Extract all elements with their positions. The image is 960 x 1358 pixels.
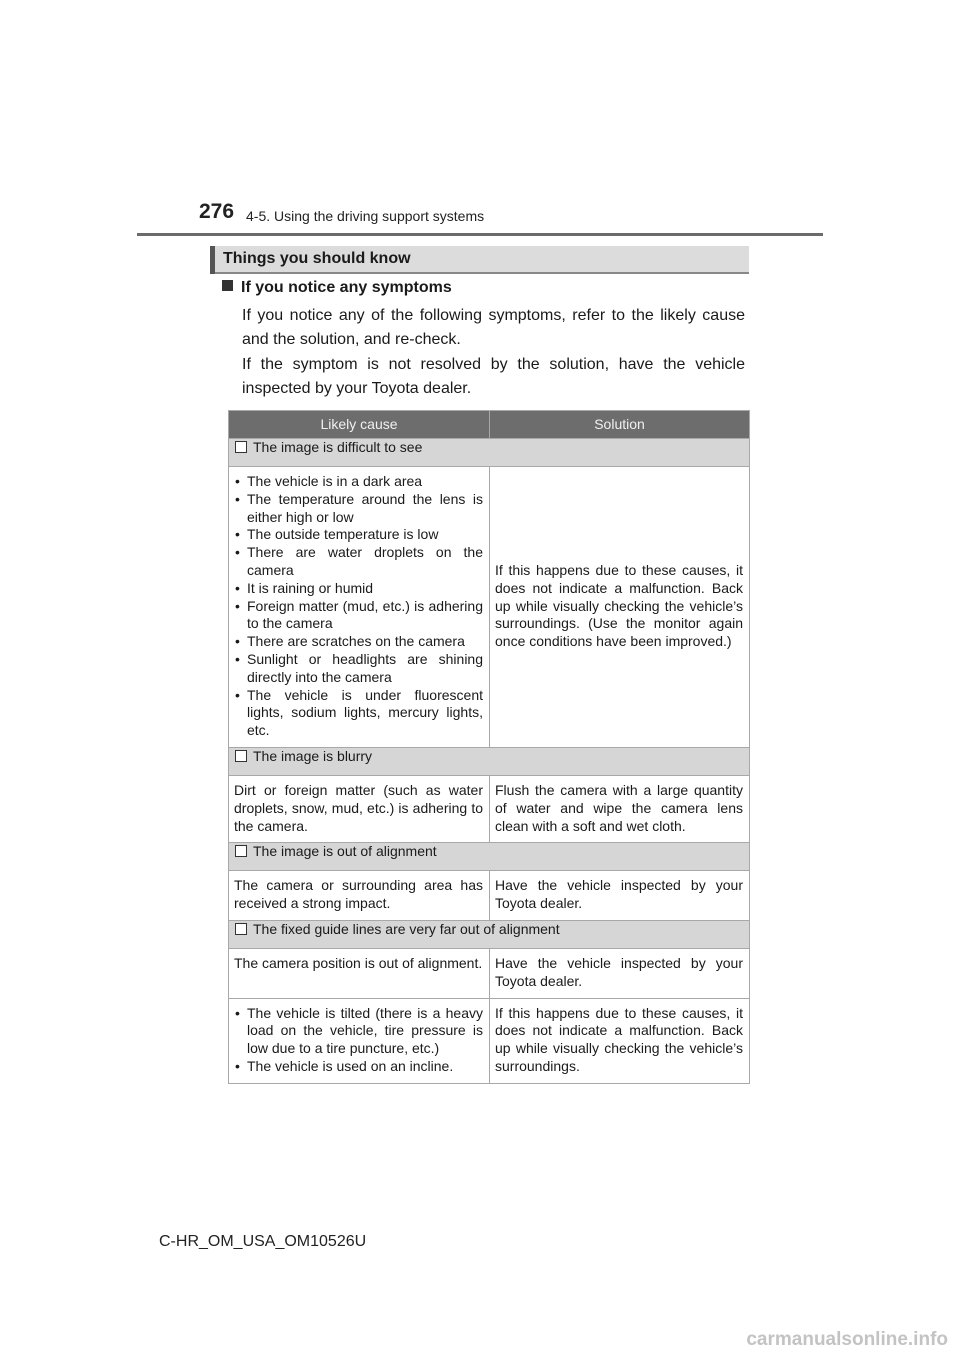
cause-item: • There are water droplets on the camera: [234, 544, 483, 580]
table-row: [229, 948, 750, 998]
square-bullet-icon: [222, 280, 233, 291]
symptom-title: The image is blurry: [253, 747, 373, 764]
things-you-should-know-bar: [210, 246, 749, 274]
symptom-group-row: [229, 439, 750, 467]
solution-cell: Have the vehicle inspected by your Toyota dealer.: [490, 948, 750, 998]
cause-item: • The vehicle is in a dark area: [234, 473, 483, 491]
bar-edge: [210, 246, 215, 274]
things-you-should-know-label: Things you should know: [223, 250, 411, 267]
checkbox-icon: [235, 923, 247, 935]
likely-cause-cell: [229, 467, 490, 748]
likely-cause-cell: The camera or surrounding area has received a strong impact.: [229, 871, 490, 921]
cause-item: • The vehicle is under fluorescent lights, sodium lights, mercury lights, etc.: [234, 687, 483, 740]
intro-paragraph-2: If the symptom is not resolved by the solution, have the vehicle inspected by your Toyota dealer.: [242, 356, 745, 397]
cause-item: • It is raining or humid: [234, 580, 483, 598]
symptoms-heading-text: If you notice any symptoms: [241, 279, 452, 296]
symptom-table: [228, 410, 750, 1084]
cause-item: • The vehicle is used on an incline.: [234, 1058, 483, 1076]
symptom-title: The image is out of alignment: [253, 843, 437, 860]
table-header-row: [229, 411, 750, 439]
symptom-group-title: [229, 747, 750, 775]
solution-cell: Have the vehicle inspected by your Toyota dealer.: [490, 871, 750, 921]
cause-list: [234, 473, 483, 740]
solution-cell: If this happens due to these causes, it does not indicate a malfunction. Back up while visually checking the vehicle’s surroundings. (Use the monitor again once conditions have been improved.): [490, 467, 750, 748]
solution-cell: If this happens due to these causes, it does not indicate a malfunction. Back up while visually checking the vehicle’s surroundings.: [490, 998, 750, 1083]
symptom-group-row: [229, 843, 750, 871]
likely-cause-cell: Dirt or foreign matter (such as water droplets, snow, mud, etc.) is adhering to the camera.: [229, 775, 490, 842]
likely-cause-cell: The camera position is out of alignment.: [229, 948, 490, 998]
watermark: carmanualsonline.info: [746, 1329, 948, 1350]
cause-item: • There are scratches on the camera: [234, 633, 483, 651]
cause-item: • The outside temperature is low: [234, 526, 483, 544]
symptom-title: The image is difficult to see: [253, 439, 423, 455]
table-row: [229, 775, 750, 842]
checkbox-icon: [235, 441, 247, 453]
checkbox-icon: [235, 750, 247, 762]
symptom-group-row: [229, 920, 750, 948]
header-rule: [137, 233, 823, 236]
solution-cell: Flush the camera with a large quantity of water and wipe the camera lens clean with a soft and wet cloth.: [490, 775, 750, 842]
table-row: [229, 998, 750, 1083]
checkbox-icon: [235, 845, 247, 857]
footer-manual-code: C-HR_OM_USA_OM10526U: [159, 1233, 367, 1250]
intro-paragraph-1: If you notice any of the following symptoms, refer to the likely cause and the solution, and re-check.: [242, 307, 745, 348]
cause-item: • The vehicle is tilted (there is a heavy load on the vehicle, tire pressure is low due to a tire puncture, etc.): [234, 1005, 483, 1058]
section-title: 4-5. Using the driving support systems: [246, 208, 485, 224]
symptom-group-title: [229, 920, 750, 948]
cause-item: • Sunlight or headlights are shining directly into the camera: [234, 651, 483, 687]
symptom-group-title: [229, 439, 750, 467]
table-row: [229, 871, 750, 921]
symptoms-heading: [222, 279, 452, 297]
symptom-group-row: [229, 747, 750, 775]
cause-item: • The temperature around the lens is either high or low: [234, 491, 483, 527]
header-likely-cause: Likely cause: [229, 411, 490, 439]
symptom-group-title: [229, 843, 750, 871]
cause-item: • Foreign matter (mud, etc.) is adhering to the camera: [234, 598, 483, 634]
header-solution: Solution: [490, 411, 750, 439]
symptom-title: The fixed guide lines are very far out of alignment: [253, 920, 560, 937]
cause-list: [234, 1005, 483, 1076]
page-number: 276: [199, 200, 235, 223]
table-row: [229, 467, 750, 748]
likely-cause-cell: [229, 998, 490, 1083]
